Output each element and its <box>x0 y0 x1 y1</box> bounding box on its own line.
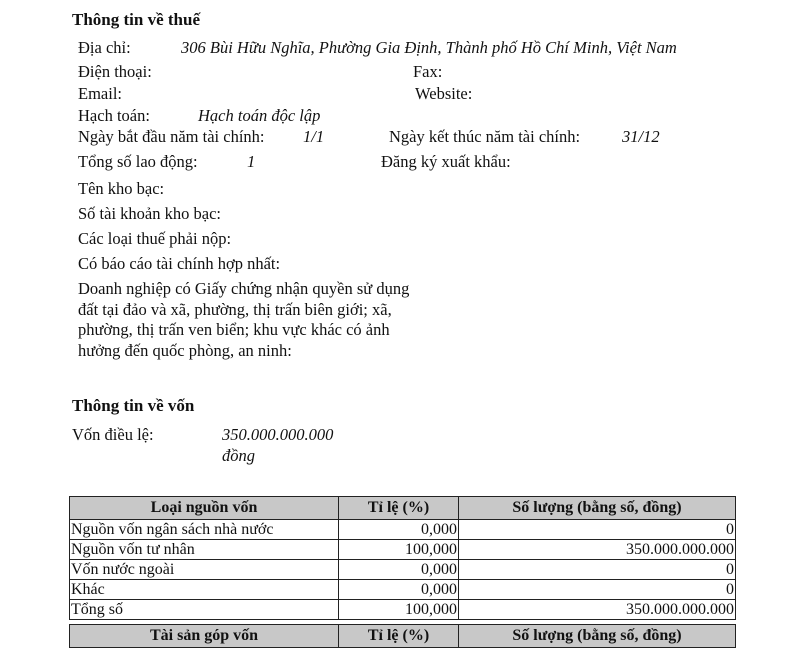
website-label: Website: <box>415 84 473 103</box>
land-certificate-label: Doanh nghiệp có Giấy chứng nhận quyền sử dụng đất tại đảo và xã, phường, thị trấn biên giới; xã, phường, thị trấn ven biển; khu vực khác có ảnh hưởng đến quốc phòng, an ninh: <box>78 279 410 360</box>
cell-ratio: 100,000 <box>339 600 459 620</box>
cell-amount: 350.000.000.000 <box>459 540 736 560</box>
export-registration-label: Đăng ký xuất khẩu: <box>381 152 511 171</box>
column-header-ratio: Tỉ lệ (%) <box>339 497 459 520</box>
cell-ratio: 0,000 <box>339 580 459 600</box>
fiscal-year-end-label: Ngày kết thúc năm tài chính: <box>389 127 581 146</box>
cell-source-type: Nguồn vốn ngân sách nhà nước <box>70 520 339 540</box>
contributed-assets-table <box>69 624 736 648</box>
cell-ratio: 0,000 <box>339 520 459 540</box>
cell-amount: 0 <box>459 560 736 580</box>
email-label: Email: <box>78 84 122 103</box>
table-row <box>70 540 736 560</box>
capital-info-heading: Thông tin về vốn <box>72 396 195 415</box>
table-row <box>70 580 736 600</box>
address-label: Địa chỉ: <box>78 38 131 57</box>
cell-source-type: Khác <box>70 580 339 600</box>
column-header-amount: Số lượng (bằng số, đồng) <box>459 497 736 520</box>
table-row-total <box>70 600 736 620</box>
employees-label: Tổng số lao động: <box>78 152 198 171</box>
cell-amount: 0 <box>459 520 736 540</box>
column-header-source-type: Loại nguồn vốn <box>70 497 339 520</box>
table-header-row <box>70 497 736 520</box>
column-header-ratio: Tỉ lệ (%) <box>339 625 459 648</box>
consolidated-report-label: Có báo cáo tài chính hợp nhất: <box>78 254 281 273</box>
column-header-asset: Tài sản góp vốn <box>70 625 339 648</box>
fiscal-year-start-value: 1/1 <box>303 127 325 146</box>
address-value: 306 Bùi Hữu Nghĩa, Phường Gia Định, Thành phố Hồ Chí Minh, Việt Nam <box>181 38 677 57</box>
cell-ratio: 100,000 <box>339 540 459 560</box>
cell-ratio: 0,000 <box>339 560 459 580</box>
charter-capital-unit: đồng <box>222 446 255 465</box>
table-row <box>70 520 736 540</box>
fax-label: Fax: <box>413 62 443 81</box>
cell-amount: 0 <box>459 580 736 600</box>
cell-amount: 350.000.000.000 <box>459 600 736 620</box>
table-row <box>70 560 736 580</box>
charter-capital-value: 350.000.000.000 <box>222 425 334 444</box>
accounting-value: Hạch toán độc lập <box>198 106 321 125</box>
tax-types-label: Các loại thuế phải nộp: <box>78 229 232 248</box>
capital-sources-table <box>69 496 736 620</box>
charter-capital-label: Vốn điều lệ: <box>72 425 154 444</box>
accounting-label: Hạch toán: <box>78 106 150 125</box>
fiscal-year-end-value: 31/12 <box>622 127 660 146</box>
treasury-account-label: Số tài khoản kho bạc: <box>78 204 221 223</box>
phone-label: Điện thoại: <box>78 62 152 81</box>
cell-source-type: Vốn nước ngoài <box>70 560 339 580</box>
fiscal-year-start-label: Ngày bắt đầu năm tài chính: <box>78 127 265 146</box>
treasury-name-label: Tên kho bạc: <box>78 179 165 198</box>
employees-value: 1 <box>247 152 256 171</box>
tax-info-heading: Thông tin về thuế <box>72 10 200 29</box>
cell-source-type: Tổng số <box>70 600 339 620</box>
table-header-row <box>70 625 736 648</box>
cell-source-type: Nguồn vốn tư nhân <box>70 540 339 560</box>
column-header-amount: Số lượng (bằng số, đồng) <box>459 625 736 648</box>
